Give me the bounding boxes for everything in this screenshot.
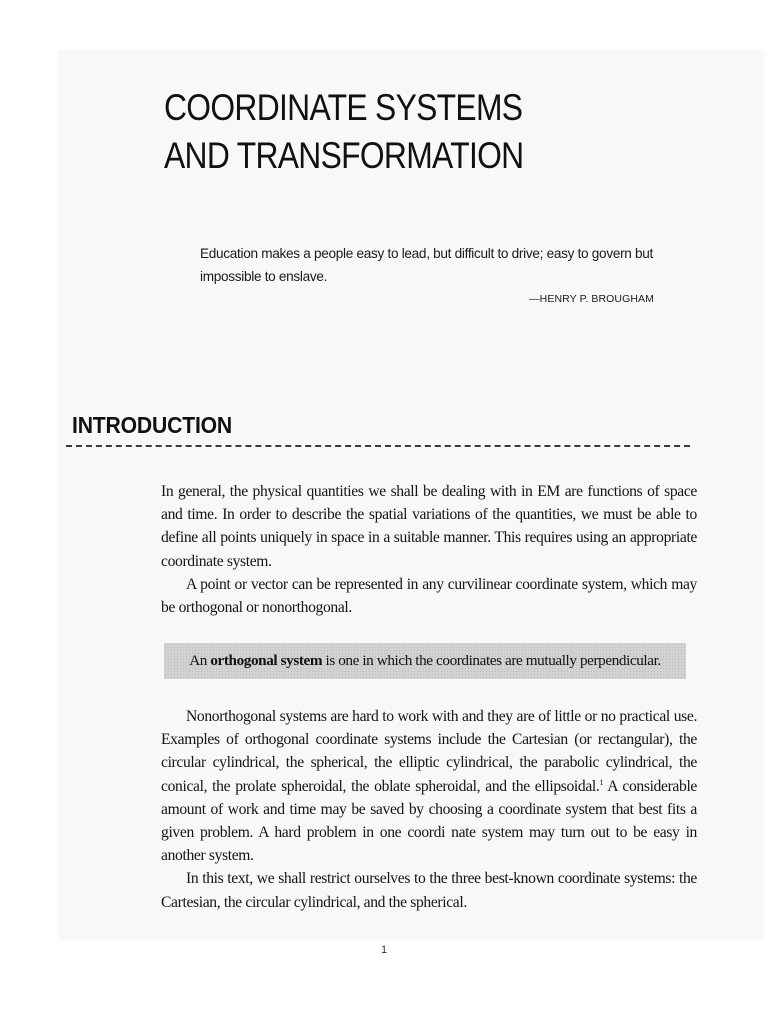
heading-divider <box>66 445 690 447</box>
chapter-title-line-1: COORDINATE SYSTEMS <box>164 87 523 128</box>
page-number: 1 <box>380 944 388 956</box>
definition-term: orthogonal system <box>210 652 323 669</box>
epigraph-quote: Education makes a people easy to lead, but difficult to drive; easy to govern but impossible to enslave. <box>200 246 654 284</box>
intro-text-block <box>161 480 697 619</box>
paragraph-3-part-2: A considerable amount of work and time may be saved by choosing a coordinate system that best fits a given problem. A hard problem in one coordi nate system may turn out to be easy in another system. <box>161 777 697 865</box>
definition-text <box>189 652 661 670</box>
definition-rest: is one in which the coordinates are mutually perpendicular. <box>322 652 661 669</box>
definition-box <box>164 643 686 679</box>
paragraph-3-part-1: Nonorthogonal systems are hard to work with and they are of little or no practical use. Examples of orthogonal coordinate systems include the Cartesian (or rectangular), the circular cylindrical, the spherical, the elliptic cylindrical, the parabolic cylindrical, the conical, the prolate spheroidal, the oblate spheroidal, and the ellipsoidal. <box>161 708 697 795</box>
examples-text-block <box>161 705 697 914</box>
definition-lead: An <box>189 652 211 669</box>
paragraph-3 <box>161 705 697 867</box>
paragraph-4: In this text, we shall restrict ourselves to the three best-known coordinate systems: the Cartesian, the circular cylindrical, and the spherical. <box>161 870 697 911</box>
section-heading: INTRODUCTION <box>72 412 233 438</box>
footnote-marker: 1 <box>599 777 604 787</box>
chapter-title <box>164 84 523 180</box>
epigraph-attribution: —HENRY P. BROUGHAM <box>529 293 654 305</box>
paragraph-1: In general, the physical quantities we shall be dealing with in EM are functions of space and time. In order to describe the spatial variations of the quantities, we must be able to define all points uniquely in space in a suitable manner. This requires using an appropriate coordinate system. <box>161 483 697 570</box>
paragraph-2: A point or vector can be represented in any curvilinear coordinate system, which may be orthogonal or nonorthogonal. <box>161 575 697 617</box>
chapter-title-line-2: AND TRANSFORMATION <box>164 135 524 176</box>
